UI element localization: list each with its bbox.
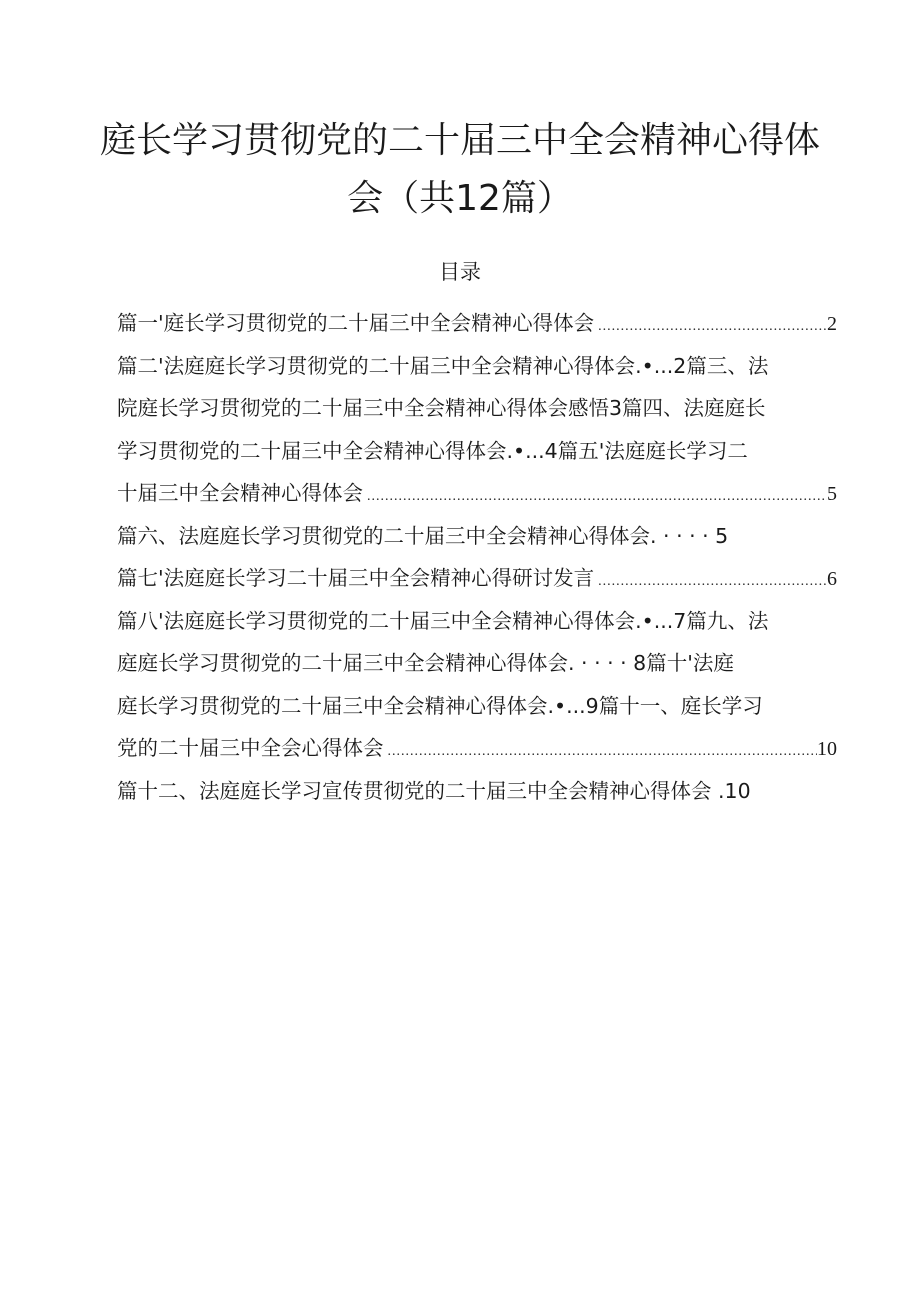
toc-line[interactable] (117, 642, 837, 685)
toc-line[interactable] (117, 600, 837, 643)
toc-line-text: 庭长学习贯彻党的二十届三中全会精神心得体会.•...9篇十一、庭长学习 (117, 693, 763, 718)
toc-line[interactable] (117, 557, 837, 600)
toc-line-text: 篇二'法庭庭长学习贯彻党的二十届三中全会精神心得体会.•...2篇三、法 (117, 353, 769, 378)
toc-page-number: 2 (827, 313, 837, 335)
toc-line-text: 篇十二、法庭庭长学习宣传贯彻党的二十届三中全会精神心得体会 .10 (117, 778, 751, 803)
toc-line[interactable] (117, 515, 837, 558)
toc-line[interactable] (117, 430, 837, 473)
toc-line[interactable] (117, 472, 837, 515)
title-line-1: 庭长学习贯彻党的二十届三中全会精神心得体 (100, 120, 821, 161)
toc-leader-dots (594, 306, 827, 345)
toc-page-number: 6 (827, 568, 837, 590)
toc-leader-dots (594, 561, 827, 600)
toc-line-text: 十届三中全会精神心得体会 (117, 481, 363, 505)
table-of-contents (117, 302, 837, 812)
toc-line-text: 院庭长学习贯彻党的二十届三中全会精神心得体会感悟3篇四、法庭庭长 (117, 396, 766, 420)
toc-line-text: 篇八'法庭庭长学习贯彻党的二十届三中全会精神心得体会.•...7篇九、法 (117, 608, 769, 633)
toc-leader-dots (363, 476, 827, 515)
title-line-2: 会（共12篇） (347, 178, 573, 219)
toc-line[interactable] (117, 387, 837, 430)
toc-line-text: 党的二十届三中全会心得体会 (117, 736, 384, 760)
toc-line-text: 学习贯彻党的二十届三中全会精神心得体会.•...4篇五'法庭庭长学习二 (117, 438, 748, 463)
toc-line[interactable] (117, 770, 837, 813)
toc-line[interactable] (117, 727, 837, 770)
toc-line-text: 篇一'庭长学习贯彻党的二十届三中全会精神心得体会 (117, 311, 595, 335)
toc-line-text: 庭庭长学习贯彻党的二十届三中全会精神心得体会. · · · · 8篇十'法庭 (117, 651, 734, 675)
toc-page-number: 5 (827, 483, 837, 505)
toc-line[interactable] (117, 302, 837, 345)
toc-line[interactable] (117, 345, 837, 388)
toc-leader-dots (384, 731, 818, 770)
toc-page-number: 10 (817, 738, 837, 760)
toc-heading: 目录 (439, 260, 481, 284)
toc-line-text: 篇七'法庭庭长学习二十届三中全会精神心得研讨发言 (117, 566, 595, 590)
toc-line-text: 篇六、法庭庭长学习贯彻党的二十届三中全会精神心得体会. · · · · 5 (117, 523, 729, 548)
document-title (100, 112, 820, 228)
toc-line[interactable] (117, 685, 837, 728)
